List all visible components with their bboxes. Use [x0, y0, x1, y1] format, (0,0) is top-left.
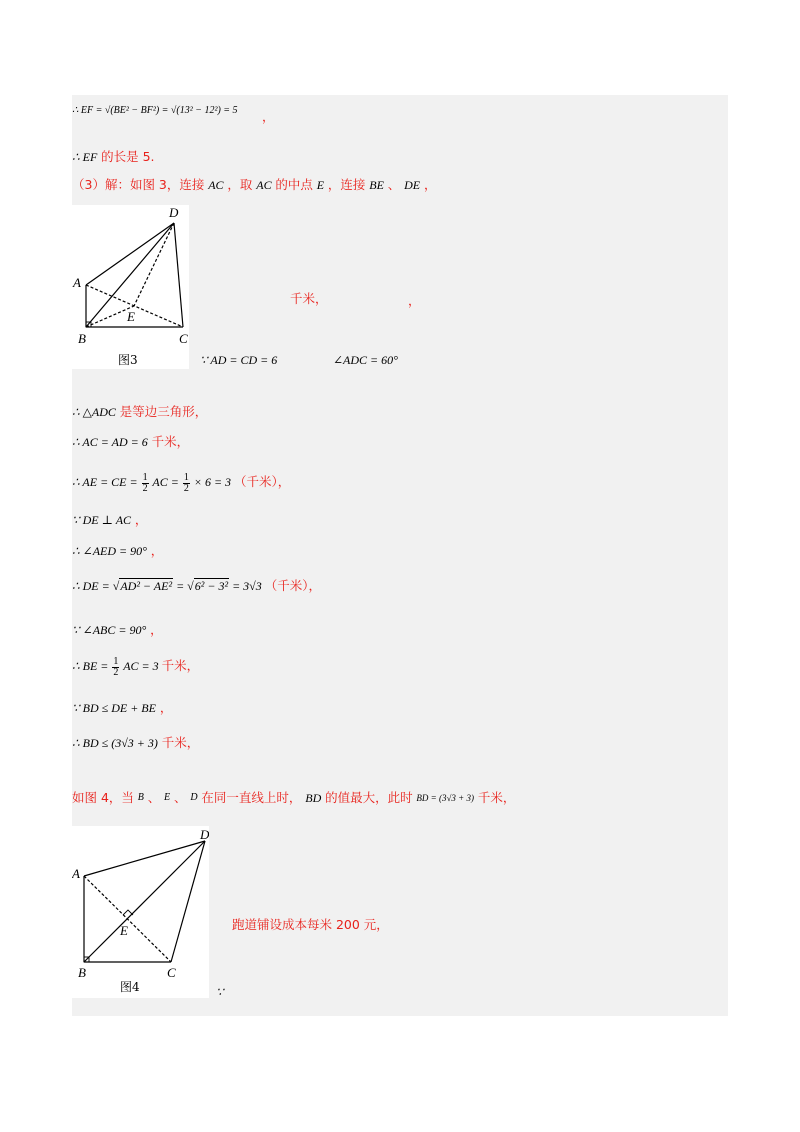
fig4-label-b: B [78, 965, 86, 980]
cost-text: 跑道铺设成本每米 200 元， [232, 917, 389, 932]
part3-mid2: 的中点 [275, 177, 313, 192]
fig4-bd-value: BD = (3√3 + 3) [416, 793, 474, 803]
ae-ce-line [72, 468, 290, 496]
given-ad-cd: ∵ AD = CD = 6 [200, 353, 278, 367]
ac-equals-symbol: ∴ AC = AD = 6 [72, 435, 148, 449]
part3-end: ， [423, 177, 437, 192]
bd-result-unit: 千米， [161, 735, 200, 750]
fig4-point-d: D [190, 792, 198, 803]
angle-aed-symbol: ∴ ∠AED = 90° [72, 544, 147, 558]
de-calc-post: = 3√3 [232, 579, 262, 593]
ae-ce-mid: AC = [152, 475, 179, 489]
fig4-unit: 千米， [477, 790, 516, 805]
ae-ce-unit: （千米）， [234, 474, 291, 489]
fig4-edge-dc [171, 841, 205, 962]
de-perp-line [72, 512, 147, 528]
fig3-label-a: A [73, 275, 81, 290]
be-fraction [112, 657, 119, 678]
be-line [72, 652, 199, 680]
fig4-sentence [72, 790, 515, 806]
fraction-denominator: 2 [142, 482, 148, 494]
part3-ac-second: AC [256, 178, 272, 192]
part3-sep: 、 [387, 177, 401, 192]
ef-calc-formula: ∴ EF = √(BE² − BF²) = √(13² − 12²) = 5 [72, 105, 238, 116]
part3-de: DE [404, 178, 421, 192]
ae-ce-post: × 6 = 3 [193, 475, 232, 489]
ae-ce-fraction-1 [142, 473, 149, 494]
fraction-numerator: 1 [142, 471, 148, 483]
fig4-mid: 在同一直线上时， [201, 790, 302, 805]
fig4-sep1: 、 [147, 790, 161, 805]
fig3-caption: 图3 [118, 353, 138, 367]
part3-lead: （3）解：如图 3，连接 [72, 177, 205, 192]
fig3-label-b: B [78, 331, 86, 346]
fig4-label-d: D [200, 827, 209, 842]
ac-equals-unit: 千米， [151, 434, 190, 449]
angle-abc-line [72, 622, 163, 638]
fig4-lead: 如图 4，当 [72, 790, 134, 805]
de-calc-line: ∴ DE = √AD² − AE² = √6² − 3² = 3√3 （千米）， [72, 578, 322, 593]
bd-inequality-symbol: ∵ BD ≤ DE + BE [72, 701, 156, 715]
fig4-label-c: C [167, 965, 176, 980]
because-symbol: ∵ [216, 985, 224, 999]
given-angle-adc: ∠ADC = 60° [333, 353, 398, 367]
de-perp-symbol: ∵ DE ⊥ AC [72, 513, 132, 527]
fig4-point-b: B [137, 792, 144, 803]
angle-abc-comma: ， [150, 622, 163, 637]
equilateral-line [72, 404, 207, 420]
ef-calc-comma: ， [262, 109, 275, 124]
bd-result-symbol: ∴ BD ≤ (3√3 + 3) [72, 736, 158, 750]
de-calc-mid: = [176, 579, 185, 593]
be-unit: 千米， [161, 658, 200, 673]
fig4-sep2: 、 [173, 790, 187, 805]
figure-4 [72, 826, 209, 998]
figure-3-diagram [72, 205, 189, 369]
figure-4-diagram [72, 826, 209, 998]
figure-3 [72, 205, 189, 369]
ae-ce-pre: ∴ AE = CE = [72, 475, 138, 489]
fig3-label-d: D [169, 205, 179, 220]
fig4-caption: 图4 [120, 980, 140, 994]
fig3-segment-de [134, 223, 174, 306]
de-perp-comma: ， [134, 512, 148, 527]
fraction-denominator: 2 [113, 666, 119, 678]
part3-e: E [316, 178, 325, 192]
de-calc-pre: ∴ DE = [72, 579, 110, 593]
part3-tail: ，连接 [327, 177, 366, 192]
angle-aed-line [72, 543, 163, 559]
fig4-label-a: A [72, 866, 80, 881]
angle-aed-comma: ， [150, 543, 164, 558]
ae-ce-fraction-2 [183, 473, 190, 494]
be-pre: ∴ BE = [72, 659, 109, 673]
de-calc-radicand-2: 6² − 3² [194, 579, 229, 593]
part3-intro-line [72, 177, 436, 193]
de-calc-unit: （千米）， [264, 578, 322, 593]
part3-ac-first: AC [208, 178, 224, 192]
fig3-edge-dc [174, 223, 183, 327]
ac-equals-line [72, 434, 189, 450]
ef-result-symbol: ∴ EF [72, 150, 98, 164]
fig4-edge-bd [84, 841, 205, 962]
angle-abc-symbol: ∵ ∠ABC = 90° [72, 623, 147, 637]
fig3-side-comma: ， [408, 293, 421, 308]
fig4-label-e: E [120, 923, 128, 938]
fig3-label-e: E [127, 309, 135, 324]
fig4-point-e: E [164, 792, 171, 803]
fraction-denominator: 2 [183, 482, 189, 494]
part3-be: BE [369, 178, 384, 192]
ef-result-text: 的长是 5. [101, 149, 155, 164]
bd-result-line [72, 735, 199, 751]
ef-result-line [72, 149, 155, 165]
bd-inequality-comma: ， [159, 700, 173, 715]
fig4-mid2: 的值最大，此时 [325, 790, 413, 805]
part3-mid: ，取 [227, 177, 253, 192]
de-calc-radicand-1: AD² − AE² [120, 579, 173, 593]
equilateral-symbol: ∴ △ADC [72, 405, 116, 419]
fraction-numerator: 1 [113, 655, 119, 667]
fig3-side-unit: 千米， [290, 291, 328, 306]
equilateral-text: 是等边三角形， [119, 404, 208, 419]
fig4-bd: BD [305, 791, 322, 805]
fraction-numerator: 1 [183, 471, 189, 483]
be-post: AC = 3 [123, 659, 159, 673]
bd-inequality-line [72, 700, 172, 716]
fig3-label-c: C [179, 331, 188, 346]
